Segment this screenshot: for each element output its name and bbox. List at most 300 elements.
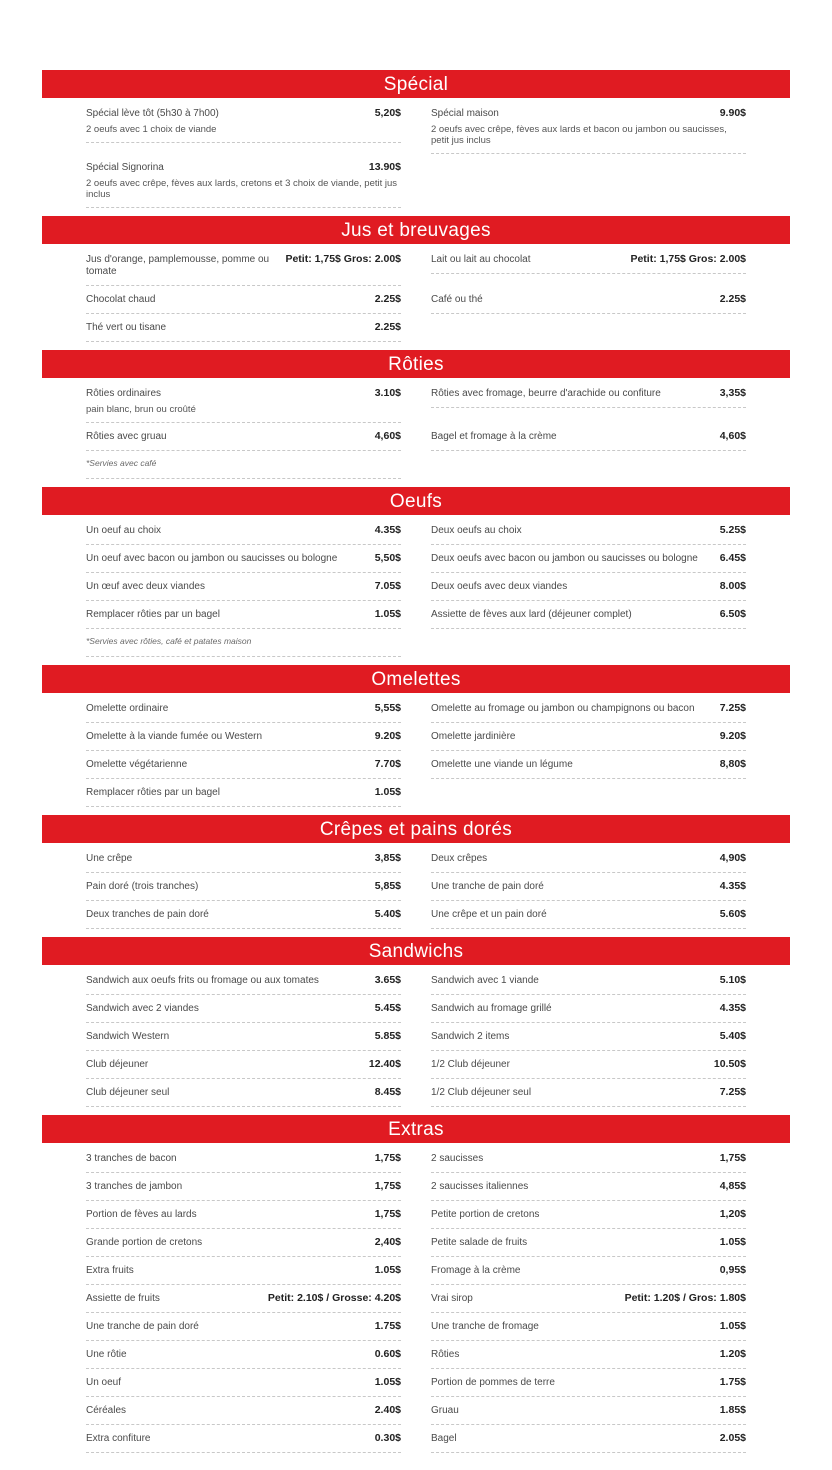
menu-item — [431, 1369, 746, 1397]
menu-item — [86, 779, 401, 807]
item-name: Bagel — [431, 1433, 457, 1444]
item-row — [86, 524, 401, 537]
section-title: Oeufs — [389, 490, 443, 512]
menu-item — [86, 1173, 401, 1201]
item-name: 3 tranches de jambon — [86, 1181, 183, 1192]
serving-note — [86, 451, 401, 479]
item-name: Bagel et fromage à la crème — [431, 431, 557, 442]
item-row — [431, 1320, 746, 1333]
item-price: 1.75$ — [719, 1376, 746, 1388]
item-price: 2.25$ — [719, 293, 746, 305]
item-row — [86, 1208, 401, 1221]
item-row — [86, 1236, 401, 1249]
item-row — [86, 107, 401, 120]
section-title: Omelettes — [371, 668, 461, 690]
section-header — [42, 487, 790, 515]
item-name: Rôties — [431, 1349, 460, 1360]
item-price: Petit: 2.10$ / Grosse: 4.20$ — [267, 1292, 401, 1304]
item-row — [86, 321, 401, 334]
menu-item — [86, 1369, 401, 1397]
item-price: 8,80$ — [719, 758, 746, 770]
item-price: 12.40$ — [368, 1058, 401, 1070]
item-price: 4.35$ — [719, 1002, 746, 1014]
menu-item — [86, 1023, 401, 1051]
item-price: 2.40$ — [374, 1404, 401, 1416]
item-price: 1.05$ — [374, 1376, 401, 1388]
menu-item — [431, 286, 746, 314]
item-name: Un oeuf au choix — [86, 525, 162, 536]
item-row — [86, 1264, 401, 1277]
item-price: 3,35$ — [719, 387, 746, 399]
menu-section — [42, 350, 790, 479]
item-row — [86, 730, 401, 743]
menu-item — [86, 1313, 401, 1341]
item-price: 1,20$ — [719, 1208, 746, 1220]
item-row — [86, 387, 401, 400]
item-name: Vrai sirop — [431, 1293, 473, 1304]
item-name: Sandwich Western — [86, 1031, 170, 1042]
item-row — [86, 1086, 401, 1099]
item-price: 10.50$ — [713, 1058, 746, 1070]
item-row — [86, 1002, 401, 1015]
item-price: 7.70$ — [374, 758, 401, 770]
menu-item — [431, 1173, 746, 1201]
item-row — [431, 608, 746, 621]
menu-item — [86, 246, 401, 286]
item-name: Extra fruits — [86, 1265, 134, 1276]
item-name: Une tranche de pain doré — [86, 1321, 199, 1332]
item-price: 8.45$ — [374, 1086, 401, 1098]
item-price: 1.75$ — [374, 1320, 401, 1332]
item-name: Spécial lève tôt (5h30 à 7h00) — [86, 108, 219, 119]
item-price: 7.05$ — [374, 580, 401, 592]
item-name: Fromage à la crème — [431, 1265, 521, 1276]
menu-item — [86, 1145, 401, 1173]
section-items — [42, 98, 790, 208]
item-row — [86, 161, 401, 174]
menu-item — [431, 695, 746, 723]
item-row — [431, 1152, 746, 1165]
item-row — [86, 1404, 401, 1417]
item-row — [431, 1030, 746, 1043]
item-row — [431, 1236, 746, 1249]
menu-item — [86, 723, 401, 751]
menu-item — [431, 1341, 746, 1369]
item-price: 4,90$ — [719, 852, 746, 864]
item-price: Petit: 1,75$ Gros: 2.00$ — [630, 253, 746, 265]
item-row — [431, 702, 746, 715]
item-row — [86, 457, 401, 469]
item-price: 2.05$ — [719, 1432, 746, 1444]
item-description: pain blanc, brun ou croûté — [86, 404, 196, 415]
item-price: 9.90$ — [719, 107, 746, 119]
section-header — [42, 70, 790, 98]
item-description: 2 oeufs avec crêpe, fèves aux lards et bacon ou jambon ou saucisses, petit jus inclus — [431, 124, 727, 146]
item-row — [431, 908, 746, 921]
item-name: Céréales — [86, 1405, 127, 1416]
item-row — [431, 758, 746, 771]
item-price: 0,95$ — [719, 1264, 746, 1276]
menu-section — [42, 665, 790, 807]
section-header — [42, 937, 790, 965]
item-price: 5.45$ — [374, 1002, 401, 1014]
section-title: Sandwichs — [368, 940, 464, 962]
section-items — [42, 515, 790, 657]
section-items — [42, 1143, 790, 1453]
item-price: 0.30$ — [374, 1432, 401, 1444]
item-price: Petit: 1.20$ / Gros: 1.80$ — [624, 1292, 746, 1304]
item-price: 5,50$ — [374, 552, 401, 564]
item-price: 5.85$ — [374, 1030, 401, 1042]
menu-item — [431, 1397, 746, 1425]
item-name: Gruau — [431, 1405, 459, 1416]
item-name: 2 saucisses italiennes — [431, 1181, 529, 1192]
menu-item — [431, 1313, 746, 1341]
menu-item — [431, 545, 746, 573]
item-row — [86, 1152, 401, 1165]
section-title: Extras — [388, 1118, 444, 1140]
item-name: Une crêpe — [86, 853, 133, 864]
menu-item — [86, 1257, 401, 1285]
item-price: 1.20$ — [719, 1348, 746, 1360]
item-name: 3 tranches de bacon — [86, 1153, 177, 1164]
item-name: Une crêpe et un pain doré — [431, 909, 547, 920]
item-price: 9.20$ — [719, 730, 746, 742]
menu-item — [431, 901, 746, 929]
item-row — [86, 608, 401, 621]
item-price: Petit: 1,75$ Gros: 2.00$ — [285, 253, 401, 265]
section-header — [42, 665, 790, 693]
item-name: Sandwich 2 items — [431, 1031, 510, 1042]
item-name: Sandwich avec 2 viandes — [86, 1003, 199, 1014]
item-name: Spécial maison — [431, 108, 499, 119]
item-name: Omelette ordinaire — [86, 703, 169, 714]
menu-item — [431, 380, 746, 408]
item-description: 2 oeufs avec 1 choix de viande — [86, 124, 217, 135]
section-title: Rôties — [388, 353, 444, 375]
item-price: 3.10$ — [374, 387, 401, 399]
item-price: 7.25$ — [719, 702, 746, 714]
item-name: Remplacer rôties par un bagel — [86, 787, 220, 798]
menu-item — [431, 517, 746, 545]
item-row — [431, 253, 746, 266]
menu-item — [86, 845, 401, 873]
item-price: 9.20$ — [374, 730, 401, 742]
item-name: Portion de fèves au lards — [86, 1209, 197, 1220]
item-row — [431, 1376, 746, 1389]
item-row — [431, 1432, 746, 1445]
menu-item — [431, 246, 746, 274]
item-row — [86, 908, 401, 921]
section-items — [42, 965, 790, 1107]
item-price: 4,85$ — [719, 1180, 746, 1192]
menu-item — [86, 1397, 401, 1425]
menu-item — [86, 545, 401, 573]
item-row — [86, 758, 401, 771]
item-price: 1.05$ — [374, 786, 401, 798]
item-row — [86, 1320, 401, 1333]
menu-item — [86, 100, 401, 143]
item-row — [86, 430, 401, 443]
item-price: 1.05$ — [719, 1236, 746, 1248]
item-price: 1.85$ — [719, 1404, 746, 1416]
item-name: Sandwich avec 1 viande — [431, 975, 539, 986]
item-price: 1,75$ — [719, 1152, 746, 1164]
item-row — [86, 293, 401, 306]
item-price: 5.60$ — [719, 908, 746, 920]
item-name: Lait ou lait au chocolat — [431, 254, 531, 265]
item-name: Grande portion de cretons — [86, 1237, 203, 1248]
item-row — [86, 1292, 401, 1305]
item-name: *Servies avec rôties, café et patates maison — [86, 636, 252, 646]
menu-item — [431, 1079, 746, 1107]
item-price: 5.40$ — [719, 1030, 746, 1042]
item-row — [86, 1432, 401, 1445]
item-name: Une tranche de pain doré — [431, 881, 544, 892]
menu-item — [431, 100, 746, 154]
item-name: Omelette au fromage ou jambon ou champignons ou bacon — [431, 703, 695, 714]
item-price: 8.00$ — [719, 580, 746, 592]
item-row — [86, 852, 401, 865]
item-name: Rôties avec gruau — [86, 431, 167, 442]
item-price: 1,75$ — [374, 1208, 401, 1220]
item-price: 3.65$ — [374, 974, 401, 986]
menu-item — [431, 995, 746, 1023]
item-name: 1/2 Club déjeuner — [431, 1059, 510, 1070]
item-name: Deux oeufs avec bacon ou jambon ou saucisses ou bologne — [431, 553, 698, 564]
item-price: 4,60$ — [719, 430, 746, 442]
section-items — [42, 843, 790, 929]
menu-item — [431, 423, 746, 451]
item-name: Une rôtie — [86, 1349, 127, 1360]
item-price: 6.45$ — [719, 552, 746, 564]
item-row — [86, 1180, 401, 1193]
item-name: Omelette une viande un légume — [431, 759, 573, 770]
item-price: 1,75$ — [374, 1152, 401, 1164]
section-title: Spécial — [383, 73, 449, 95]
item-row — [431, 293, 746, 306]
item-row — [431, 1058, 746, 1071]
item-name: Assiette de fèves aux lard (déjeuner complet) — [431, 609, 632, 620]
item-row — [86, 1030, 401, 1043]
item-row — [431, 1264, 746, 1277]
item-row — [86, 253, 401, 278]
menu-item — [86, 1051, 401, 1079]
menu-section — [42, 216, 790, 342]
menu-item — [86, 1285, 401, 1313]
item-price: 13.90$ — [368, 161, 401, 173]
menu-item — [431, 1257, 746, 1285]
item-price: 4.35$ — [374, 524, 401, 536]
menu-item — [86, 1425, 401, 1453]
item-row — [86, 552, 401, 565]
item-name: Une tranche de fromage — [431, 1321, 539, 1332]
section-items — [42, 244, 790, 342]
item-price: 4.35$ — [719, 880, 746, 892]
menu-item — [86, 1201, 401, 1229]
item-price: 5,20$ — [374, 107, 401, 119]
item-name: Remplacer rôties par un bagel — [86, 609, 220, 620]
item-price: 3,85$ — [374, 852, 401, 864]
section-header — [42, 1115, 790, 1143]
item-price: 5,55$ — [374, 702, 401, 714]
item-row — [431, 730, 746, 743]
menu-item — [431, 723, 746, 751]
item-name: Rôties ordinaires — [86, 388, 162, 399]
section-title: Crêpes et pains dorés — [319, 818, 513, 840]
item-name: Club déjeuner seul — [86, 1087, 170, 1098]
section-title: Jus et breuvages — [341, 219, 491, 241]
menu-section — [42, 70, 790, 208]
menu-item — [431, 573, 746, 601]
item-name: Café ou thé — [431, 294, 483, 305]
menu-item — [86, 751, 401, 779]
menu-item — [431, 1285, 746, 1313]
menu-item — [86, 695, 401, 723]
menu-item — [431, 967, 746, 995]
menu-item — [431, 845, 746, 873]
menu-item — [431, 751, 746, 779]
item-row — [86, 635, 401, 647]
item-name: Portion de pommes de terre — [431, 1377, 555, 1388]
item-name: Assiette de fruits — [86, 1293, 160, 1304]
item-price: 1.05$ — [719, 1320, 746, 1332]
item-row — [431, 1002, 746, 1015]
item-name: Pain doré (trois tranches) — [86, 881, 199, 892]
item-row — [431, 1180, 746, 1193]
menu-item — [431, 873, 746, 901]
item-name: Deux oeufs au choix — [431, 525, 522, 536]
item-row — [431, 387, 746, 400]
menu-item — [86, 901, 401, 929]
item-name: Petite salade de fruits — [431, 1237, 528, 1248]
item-row — [86, 580, 401, 593]
menu-item — [431, 1201, 746, 1229]
item-row — [86, 702, 401, 715]
menu-section — [42, 1115, 790, 1453]
item-name: Un oeuf avec bacon ou jambon ou saucisses ou bologne — [86, 553, 338, 564]
menu-item — [86, 1079, 401, 1107]
menu-item — [431, 601, 746, 629]
menu-section — [42, 815, 790, 929]
item-row — [431, 580, 746, 593]
menu-item — [86, 517, 401, 545]
item-row — [431, 524, 746, 537]
item-price: 2,40$ — [374, 1236, 401, 1248]
item-row — [86, 1058, 401, 1071]
item-row — [431, 430, 746, 443]
menu-item — [86, 380, 401, 423]
item-price: 5.25$ — [719, 524, 746, 536]
section-header — [42, 815, 790, 843]
item-row — [86, 1376, 401, 1389]
item-row — [86, 1348, 401, 1361]
item-name: Petite portion de cretons — [431, 1209, 540, 1220]
item-row — [431, 974, 746, 987]
serving-note — [86, 629, 401, 657]
item-name: Deux crêpes — [431, 853, 488, 864]
menu-item — [86, 601, 401, 629]
item-name: Sandwich aux oeufs frits ou fromage ou aux tomates — [86, 975, 319, 986]
item-name: Spécial Signorina — [86, 162, 164, 173]
item-row — [431, 107, 746, 120]
menu-item — [86, 314, 401, 342]
section-header — [42, 216, 790, 244]
item-price: 2.25$ — [374, 293, 401, 305]
section-items — [42, 693, 790, 807]
section-header — [42, 350, 790, 378]
menu-item — [86, 1229, 401, 1257]
item-name: Jus d'orange, pamplemousse, pomme ou tomate — [86, 254, 270, 277]
item-name: Club déjeuner — [86, 1059, 149, 1070]
item-price: 2.25$ — [374, 321, 401, 333]
menu-item — [431, 1229, 746, 1257]
item-row — [431, 880, 746, 893]
item-price: 7.25$ — [719, 1086, 746, 1098]
item-name: Omelette à la viande fumée ou Western — [86, 731, 263, 742]
item-name: 1/2 Club déjeuner seul — [431, 1087, 532, 1098]
menu — [42, 70, 790, 1453]
menu-item — [431, 1145, 746, 1173]
item-price: 6.50$ — [719, 608, 746, 620]
item-price: 1.05$ — [374, 608, 401, 620]
item-row — [431, 1348, 746, 1361]
item-name: Deux tranches de pain doré — [86, 909, 209, 920]
menu-section — [42, 937, 790, 1107]
item-name: *Servies avec café — [86, 458, 157, 468]
menu-item — [86, 573, 401, 601]
item-name: 2 saucisses — [431, 1153, 484, 1164]
item-row — [431, 1208, 746, 1221]
item-name: Chocolat chaud — [86, 294, 156, 305]
item-row — [86, 880, 401, 893]
item-row — [431, 852, 746, 865]
menu-section — [42, 487, 790, 657]
item-name: Thé vert ou tisane — [86, 322, 167, 333]
item-price: 0.60$ — [374, 1348, 401, 1360]
item-name: Omelette jardinière — [431, 731, 516, 742]
item-price: 5.40$ — [374, 908, 401, 920]
menu-item — [431, 1051, 746, 1079]
item-price: 1.05$ — [374, 1264, 401, 1276]
menu-item — [86, 286, 401, 314]
item-name: Extra confiture — [86, 1433, 151, 1444]
item-name: Un œuf avec deux viandes — [86, 581, 205, 592]
item-name: Un oeuf — [86, 1377, 122, 1388]
section-items — [42, 378, 790, 479]
menu-item — [431, 1425, 746, 1453]
item-row — [431, 552, 746, 565]
item-description: 2 oeufs avec crêpe, fèves aux lards, cretons et 3 choix de viande, petit jus inclus — [86, 178, 398, 200]
item-name: Sandwich au fromage grillé — [431, 1003, 552, 1014]
item-name: Omelette végétarienne — [86, 759, 188, 770]
item-name: Deux oeufs avec deux viandes — [431, 581, 568, 592]
menu-item — [86, 1341, 401, 1369]
item-row — [86, 974, 401, 987]
item-name: Rôties avec fromage, beurre d'arachide ou confiture — [431, 388, 661, 399]
menu-item — [86, 873, 401, 901]
menu-item — [86, 995, 401, 1023]
item-row — [431, 1086, 746, 1099]
menu-item — [86, 154, 401, 208]
menu-item — [86, 967, 401, 995]
item-price: 5.10$ — [719, 974, 746, 986]
item-row — [431, 1292, 746, 1305]
item-price: 5,85$ — [374, 880, 401, 892]
item-price: 4,60$ — [374, 430, 401, 442]
item-row — [431, 1404, 746, 1417]
item-row — [86, 786, 401, 799]
